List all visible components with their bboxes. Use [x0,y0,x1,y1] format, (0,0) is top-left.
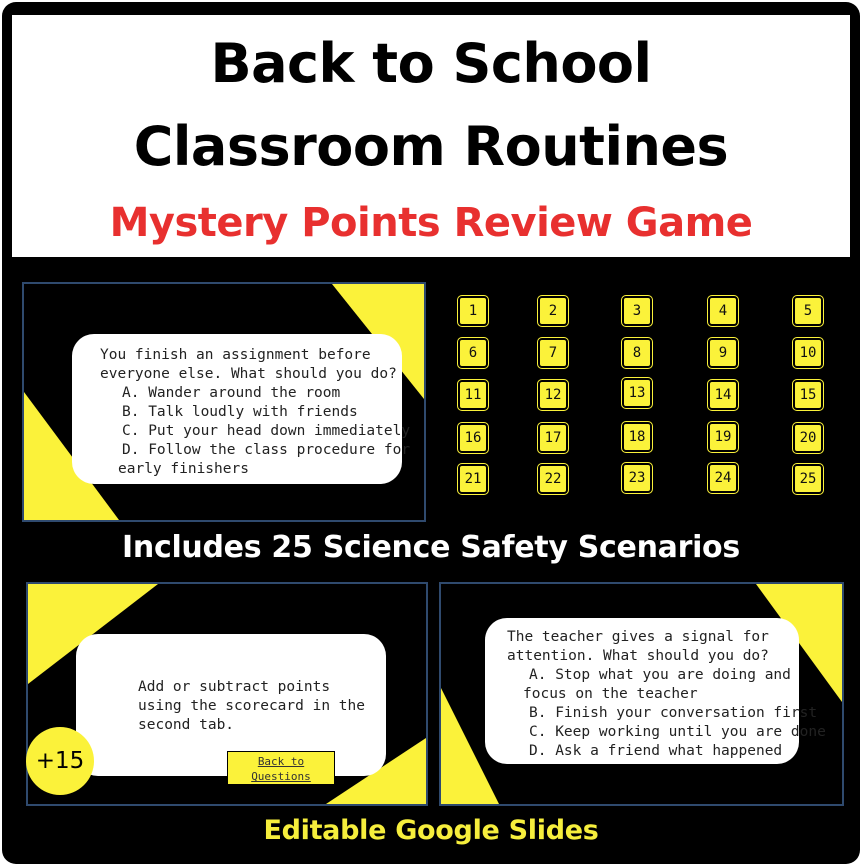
number-tile-21[interactable]: 21 [458,464,488,494]
number-tile-7[interactable]: 7 [538,338,568,368]
title-line-1: Back to School [210,32,652,95]
number-tile-20[interactable]: 20 [793,423,823,453]
answer-option-a-continued: focus on the teacher [523,686,698,702]
title-line-2: Classroom Routines [133,115,729,178]
number-tile-8[interactable]: 8 [622,338,652,368]
product-cover [2,2,860,864]
number-tile-6[interactable]: 6 [458,338,488,368]
number-tile-3[interactable]: 3 [622,296,652,326]
question-text-line: You finish an assignment before [100,347,371,363]
number-tile-24[interactable]: 24 [708,463,738,493]
number-tile-10[interactable]: 10 [793,338,823,368]
answer-option-c: C. Keep working until you are done [529,724,826,740]
answer-option-d-continued: early finishers [118,461,249,477]
answer-option-d: D. Ask a friend what happened [529,743,783,759]
instruction-text-line: second tab. [138,717,235,733]
answer-option-b: B. Finish your conversation first [529,705,818,721]
number-tile-12[interactable]: 12 [538,380,568,410]
back-button-label-line1: Back to [257,755,305,768]
question-card [485,618,826,764]
scenario-count-caption: Includes 25 Science Safety Scenarios [122,530,740,565]
number-tile-11[interactable]: 11 [458,380,488,410]
back-button-label-line2: Questions [251,770,311,783]
subtitle: Mystery Points Review Game [109,200,753,246]
number-tile-16[interactable]: 16 [458,423,488,453]
instruction-text-line: Add or subtract points [138,679,331,695]
number-tile-9[interactable]: 9 [708,338,738,368]
question-text-line: everyone else. What should you do? [100,366,397,382]
title-banner [12,15,850,257]
number-tile-2[interactable]: 2 [538,296,568,326]
number-tile-23[interactable]: 23 [622,463,652,493]
answer-option-d: D. Follow the class procedure for [122,442,411,458]
instruction-text-line: using the scorecard in the [138,698,365,714]
question-slide-preview-2 [439,582,844,806]
question-card [72,334,411,484]
points-badge: +15 [26,727,94,795]
number-tile-15[interactable]: 15 [793,380,823,410]
number-tile-18[interactable]: 18 [622,422,652,452]
answer-option-b: B. Talk loudly with friends [122,404,358,420]
number-tile-13[interactable]: 13 [622,378,652,408]
answer-option-a: A. Wander around the room [122,385,341,401]
number-tile-14[interactable]: 14 [708,380,738,410]
back-to-questions-button[interactable] [227,751,335,785]
number-tile-5[interactable]: 5 [793,296,823,326]
question-slide-preview [22,282,426,522]
number-tile-1[interactable]: 1 [458,296,488,326]
number-tile-19[interactable]: 19 [708,422,738,452]
number-tile-4[interactable]: 4 [708,296,738,326]
number-tile-25[interactable]: 25 [793,464,823,494]
number-tile-22[interactable]: 22 [538,464,568,494]
question-text-line: attention. What should you do? [507,648,769,664]
question-text-line: The teacher gives a signal for [507,629,769,645]
editable-caption: Editable Google Slides [263,815,599,846]
answer-option-c: C. Put your head down immediately [122,423,411,439]
answer-option-a: A. Stop what you are doing and [529,667,791,683]
number-tile-17[interactable]: 17 [538,423,568,453]
